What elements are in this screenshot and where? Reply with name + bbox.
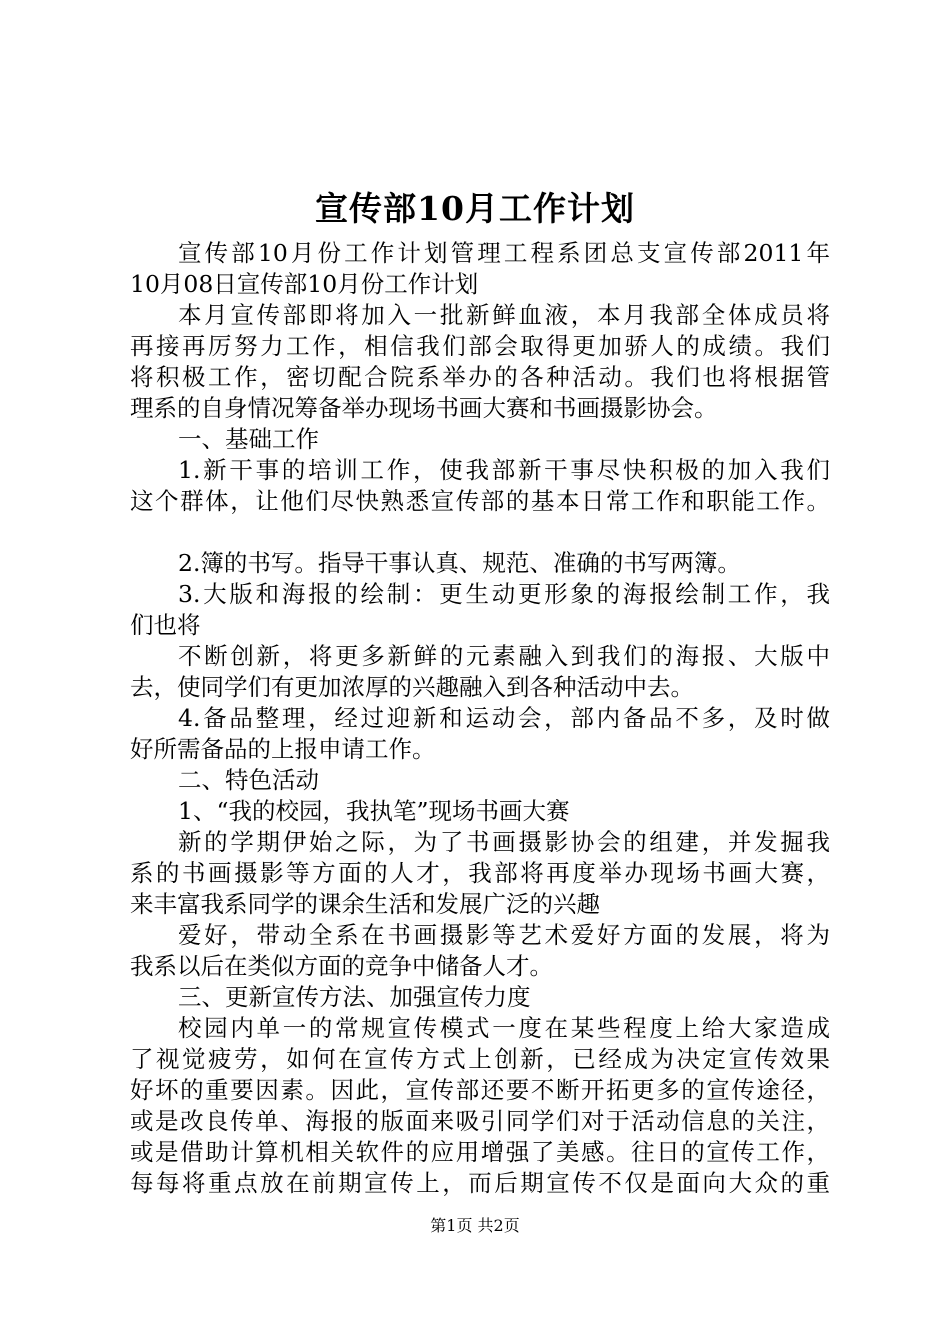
paragraph-line: 将积极工作，密切配合院系举办的各种活动。我们也将根据管 [130,363,830,391]
paragraph-line: 或是借助计算机相关软件的应用增强了美感。往日的宣传工作， [130,1138,830,1166]
section-heading: 二、特色活动 [178,766,319,794]
paragraph-line: 4.备品整理，经过迎新和运动会，部内备品不多，及时做 [178,704,830,732]
paragraph-line: 或是改良传单、海报的版面来吸引同学们对于活动信息的关注， [130,1107,830,1135]
paragraph-line: 理系的自身情况筹备举办现场书画大赛和书画摄影协会。 [130,394,718,422]
paragraph-line: 本月宣传部即将加入一批新鲜血液，本月我部全体成员将 [178,301,830,329]
document-title: 宣传部10月工作计划 [315,189,635,228]
section-heading: 一、基础工作 [178,425,319,453]
paragraph-line: 每每将重点放在前期宣传上，而后期宣传不仅是面向大众的重 [130,1169,830,1197]
paragraph-line: 新的学期伊始之际，为了书画摄影协会的组建，并发掘我 [178,828,830,856]
paragraph-line: 爱好，带动全系在书画摄影等艺术爱好方面的发展，将为 [178,921,830,949]
subsection-heading: 1、“我的校园，我执笔”现场书画大赛 [178,797,570,825]
paragraph-line: 来丰富我系同学的课余生活和发展广泛的兴趣 [130,890,600,918]
paragraph-line: 我系以后在类似方面的竞争中储备人才。 [130,952,553,980]
paragraph-line: 好所需备品的上报申请工作。 [130,735,436,763]
paragraph-line: 了视觉疲劳，如何在宣传方式上创新，已经成为决定宣传效果 [130,1045,830,1073]
paragraph-line: 2.簿的书写。指导干事认真、规范、准确的书写两簿。 [178,549,741,577]
blank-line [130,517,830,548]
page-number: 第1页 共2页 [430,1216,520,1235]
paragraph-line: 不断创新，将更多新鲜的元素融入到我们的海报、大版中 [178,642,830,670]
paragraph-line: 再接再厉努力工作，相信我们部会取得更加骄人的成绩。我们 [130,332,830,360]
paragraph-line: 们也将 [130,611,201,639]
paragraph-line: 3.大版和海报的绘制：更生动更形象的海报绘制工作，我 [178,580,830,608]
paragraph-line: 10月08日宣传部10月份工作计划 [130,270,479,298]
paragraph-line: 系的书画摄影等方面的人才，我部将再度举办现场书画大赛， [130,859,830,887]
paragraph-line: 宣传部10月份工作计划管理工程系团总支宣传部2011年 [178,239,830,267]
paragraph-line: 1.新干事的培训工作，使我部新干事尽快积极的加入我们 [178,456,830,484]
section-heading: 三、更新宣传方法、加强宣传力度 [178,983,531,1011]
document-body [130,238,830,1199]
paragraph-line: 这个群体，让他们尽快熟悉宣传部的基本日常工作和职能工作。 [130,487,830,515]
paragraph-line: 去，使同学们有更加浓厚的兴趣融入到各种活动中去。 [130,673,694,701]
paragraph-line: 好坏的重要因素。因此，宣传部还要不断开拓更多的宣传途径， [130,1076,830,1104]
paragraph-line: 校园内单一的常规宣传模式一度在某些程度上给大家造成 [178,1014,830,1042]
